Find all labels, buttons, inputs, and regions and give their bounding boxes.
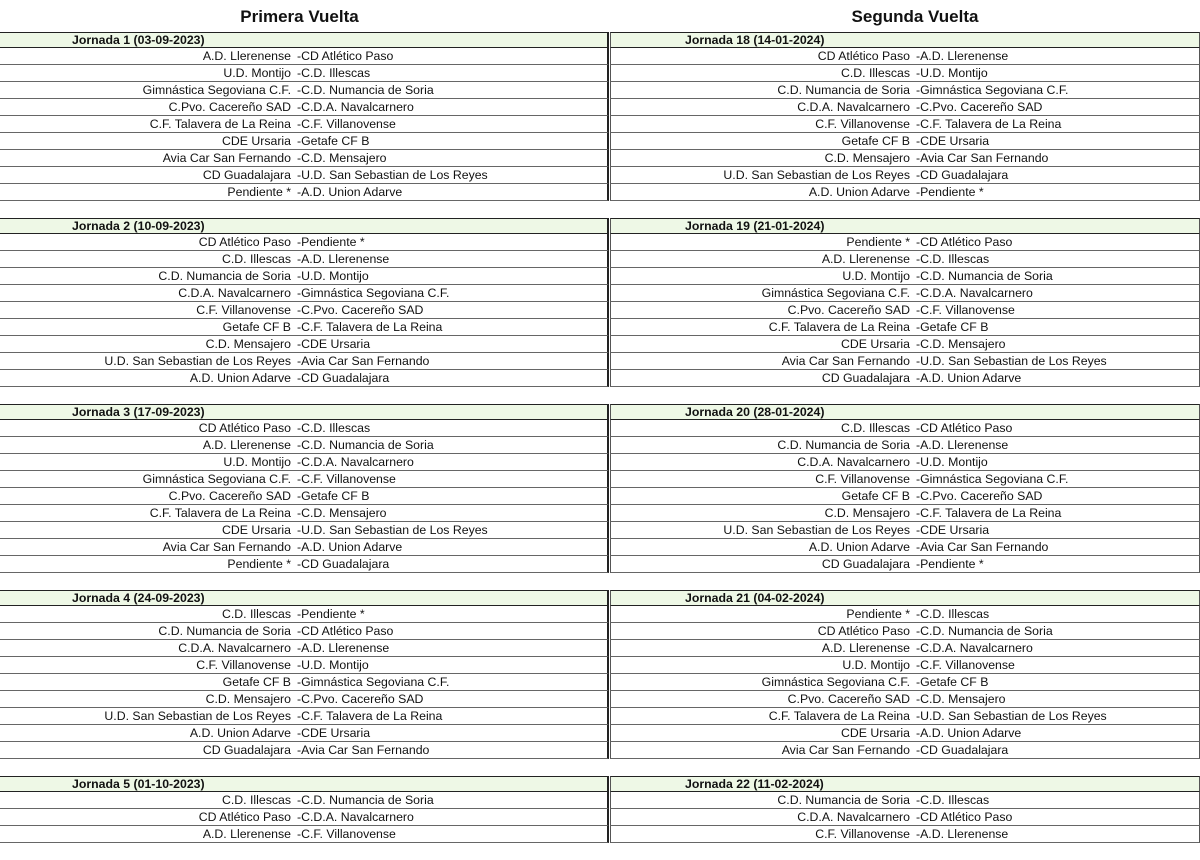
segunda-vuelta-title: Segunda Vuelta — [851, 7, 979, 26]
away-team: -A.D. Union Adarve — [916, 726, 1022, 740]
home-team: C.F. Talavera de La Reina — [149, 117, 291, 131]
away-team: -CDE Ursaria — [916, 523, 990, 537]
away-team: -C.Pvo. Cacereño SAD — [916, 489, 1043, 503]
away-team: -CD Guadalajara — [297, 557, 390, 571]
match-row — [610, 82, 1200, 99]
match-row — [0, 251, 609, 268]
home-team: Gimnástica Segoviana C.F. — [142, 472, 291, 486]
away-team: -CD Atlético Paso — [916, 235, 1013, 249]
home-team: C.D. Numancia de Soria — [777, 438, 910, 452]
match-row — [610, 133, 1200, 150]
match-row — [610, 167, 1200, 184]
away-team: -U.D. Montijo — [916, 66, 988, 80]
home-team: C.D. Mensajero — [824, 151, 910, 165]
match-row — [610, 116, 1200, 133]
home-team: A.D. Llerenense — [821, 641, 910, 655]
home-team: C.F. Villanovense — [196, 303, 291, 317]
away-team: -Pendiente * — [297, 607, 365, 621]
home-team: Gimnástica Segoviana C.F. — [142, 83, 291, 97]
segunda-vuelta-rounds — [610, 32, 1200, 843]
away-team: -CDE Ursaria — [297, 726, 371, 740]
away-team: -C.F. Villanovense — [297, 472, 396, 486]
match-row — [610, 488, 1200, 505]
away-team: -C.D. Mensajero — [297, 151, 387, 165]
home-team: C.F. Villanovense — [196, 658, 291, 672]
away-team: -C.Pvo. Cacereño SAD — [297, 303, 424, 317]
away-team: -A.D. Llerenense — [916, 438, 1009, 452]
match-row — [610, 437, 1200, 454]
home-team: U.D. Montijo — [223, 455, 291, 469]
away-team: -A.D. Union Adarve — [297, 185, 403, 199]
away-team: -CD Atlético Paso — [916, 810, 1013, 824]
match-row — [610, 539, 1200, 556]
match-row — [610, 420, 1200, 437]
home-team: A.D. Union Adarve — [189, 726, 291, 740]
home-team: C.D. Illescas — [221, 607, 291, 621]
match-row — [610, 353, 1200, 370]
home-team: Pendiente * — [227, 557, 291, 571]
home-team: C.D. Illescas — [221, 793, 291, 807]
home-team: CD Atlético Paso — [198, 810, 291, 824]
match-row — [610, 556, 1200, 573]
home-team: CD Atlético Paso — [817, 49, 910, 63]
home-team: Avia Car San Fernando — [781, 743, 910, 757]
match-row — [610, 268, 1200, 285]
round-header: Jornada 1 (03-09-2023) — [0, 32, 609, 48]
round-header: Jornada 5 (01-10-2023) — [0, 776, 609, 792]
match-row — [0, 370, 609, 387]
round-header: Jornada 4 (24-09-2023) — [0, 590, 609, 606]
match-row — [610, 809, 1200, 826]
match-row — [610, 65, 1200, 82]
away-team: -U.D. San Sebastian de Los Reyes — [297, 523, 488, 537]
away-team: -C.Pvo. Cacereño SAD — [297, 692, 424, 706]
round-block — [0, 776, 609, 843]
away-team: -C.F. Villanovense — [916, 303, 1015, 317]
match-row — [610, 471, 1200, 488]
away-team: -C.F. Villanovense — [297, 827, 396, 841]
away-team: -C.F. Talavera de La Reina — [916, 506, 1062, 520]
home-team: Avia Car San Fernando — [162, 540, 291, 554]
home-team: C.D. Mensajero — [205, 692, 291, 706]
match-row — [0, 623, 609, 640]
away-team: -C.D. Illescas — [916, 607, 990, 621]
match-row — [0, 826, 609, 843]
away-team: -C.D. Illescas — [916, 793, 990, 807]
home-team: A.D. Union Adarve — [808, 540, 910, 554]
away-team: -C.D. Illescas — [916, 252, 990, 266]
home-team: U.D. Montijo — [842, 658, 910, 672]
away-team: -U.D. Montijo — [916, 455, 988, 469]
match-row — [0, 437, 609, 454]
home-team: Pendiente * — [227, 185, 291, 199]
match-row — [0, 353, 609, 370]
home-team: CD Atlético Paso — [198, 235, 291, 249]
home-team: U.D. Montijo — [842, 269, 910, 283]
match-row — [610, 150, 1200, 167]
home-team: A.D. Union Adarve — [808, 185, 910, 199]
match-row — [0, 809, 609, 826]
round-block — [0, 32, 609, 201]
match-row — [610, 302, 1200, 319]
match-row — [610, 522, 1200, 539]
round-header: Jornada 2 (10-09-2023) — [0, 218, 609, 234]
home-team: U.D. San Sebastian de Los Reyes — [104, 709, 291, 723]
match-row — [0, 420, 609, 437]
away-team: -Getafe CF B — [297, 489, 370, 503]
away-team: -U.D. Montijo — [297, 269, 369, 283]
home-team: C.F. Villanovense — [815, 472, 910, 486]
away-team: -C.D. Numancia de Soria — [297, 83, 434, 97]
round-block — [610, 218, 1200, 387]
match-row — [610, 48, 1200, 65]
round-block — [0, 404, 609, 573]
match-row — [0, 319, 609, 336]
home-team: CD Guadalajara — [202, 168, 291, 182]
home-team: Gimnástica Segoviana C.F. — [761, 286, 910, 300]
home-team: C.D. Illescas — [840, 66, 910, 80]
away-team: -Avia Car San Fernando — [916, 151, 1049, 165]
away-team: -A.D. Llerenense — [297, 252, 390, 266]
away-team: -C.D. Mensajero — [297, 506, 387, 520]
match-row — [610, 336, 1200, 353]
away-team: -C.D. Numancia de Soria — [297, 438, 434, 452]
match-row — [610, 319, 1200, 336]
home-team: CD Atlético Paso — [817, 624, 910, 638]
away-team: -CD Atlético Paso — [297, 49, 394, 63]
match-row — [0, 167, 609, 184]
away-team: -Gimnástica Segoviana C.F. — [297, 675, 450, 689]
match-row — [0, 302, 609, 319]
away-team: -U.D. San Sebastian de Los Reyes — [297, 168, 488, 182]
away-team: -Pendiente * — [297, 235, 365, 249]
match-row — [0, 640, 609, 657]
away-team: -C.Pvo. Cacereño SAD — [916, 100, 1043, 114]
match-row — [610, 99, 1200, 116]
home-team: A.D. Llerenense — [821, 252, 910, 266]
home-team: A.D. Llerenense — [202, 827, 291, 841]
match-row — [0, 150, 609, 167]
match-row — [0, 99, 609, 116]
home-team: Pendiente * — [846, 607, 910, 621]
away-team: -C.F. Talavera de La Reina — [297, 709, 443, 723]
away-team: -C.D. Illescas — [297, 66, 371, 80]
home-team: Pendiente * — [846, 235, 910, 249]
home-team: Getafe CF B — [222, 675, 291, 689]
home-team: C.F. Talavera de La Reina — [149, 506, 291, 520]
round-header: Jornada 22 (11-02-2024) — [610, 776, 1200, 792]
away-team: -CD Atlético Paso — [916, 421, 1013, 435]
match-row — [0, 539, 609, 556]
away-team: -C.D.A. Navalcarnero — [297, 810, 414, 824]
home-team: Getafe CF B — [222, 320, 291, 334]
round-header: Jornada 3 (17-09-2023) — [0, 404, 609, 420]
home-team: C.D.A. Navalcarnero — [178, 286, 291, 300]
match-row — [610, 505, 1200, 522]
away-team: -A.D. Union Adarve — [916, 371, 1022, 385]
home-team: Avia Car San Fernando — [162, 151, 291, 165]
away-team: -C.F. Villanovense — [297, 117, 396, 131]
away-team: -CD Guadalajara — [916, 168, 1009, 182]
match-row — [0, 454, 609, 471]
match-row — [610, 606, 1200, 623]
home-team: C.Pvo. Cacereño SAD — [787, 692, 910, 706]
away-team: -C.D. Mensajero — [916, 337, 1006, 351]
round-header: Jornada 21 (04-02-2024) — [610, 590, 1200, 606]
away-team: -C.F. Talavera de La Reina — [297, 320, 443, 334]
match-row — [610, 251, 1200, 268]
match-row — [0, 792, 609, 809]
away-team: -C.F. Villanovense — [916, 658, 1015, 672]
away-team: -Avia Car San Fernando — [916, 540, 1049, 554]
match-row — [0, 674, 609, 691]
home-team: CDE Ursaria — [221, 134, 291, 148]
home-team: C.D. Illescas — [840, 421, 910, 435]
round-block — [610, 776, 1200, 843]
away-team: -A.D. Llerenense — [297, 641, 390, 655]
match-row — [610, 792, 1200, 809]
home-team: C.F. Villanovense — [815, 117, 910, 131]
match-row — [0, 234, 609, 251]
match-row — [0, 606, 609, 623]
away-team: -C.D.A. Navalcarnero — [916, 286, 1033, 300]
away-team: -Pendiente * — [916, 557, 984, 571]
home-team: Gimnástica Segoviana C.F. — [761, 675, 910, 689]
away-team: -A.D. Llerenense — [916, 49, 1009, 63]
match-row — [0, 742, 609, 759]
home-team: C.D. Numancia de Soria — [158, 269, 291, 283]
home-team: C.Pvo. Cacereño SAD — [168, 489, 291, 503]
home-team: C.D. Numancia de Soria — [777, 83, 910, 97]
away-team: -Getafe CF B — [916, 320, 989, 334]
match-row — [0, 522, 609, 539]
away-team: -C.D. Numancia de Soria — [297, 793, 434, 807]
away-team: -C.F. Talavera de La Reina — [916, 117, 1062, 131]
away-team: -C.D.A. Navalcarnero — [297, 100, 414, 114]
match-row — [610, 708, 1200, 725]
away-team: -Avia Car San Fernando — [297, 354, 430, 368]
match-row — [0, 488, 609, 505]
away-team: -Gimnástica Segoviana C.F. — [916, 83, 1069, 97]
match-row — [610, 623, 1200, 640]
round-header: Jornada 18 (14-01-2024) — [610, 32, 1200, 48]
primera-vuelta-rounds — [0, 32, 609, 843]
home-team: Getafe CF B — [841, 134, 910, 148]
home-team: C.Pvo. Cacereño SAD — [787, 303, 910, 317]
away-team: -CDE Ursaria — [297, 337, 371, 351]
away-team: -Gimnástica Segoviana C.F. — [916, 472, 1069, 486]
match-row — [0, 268, 609, 285]
match-row — [610, 370, 1200, 387]
match-row — [0, 285, 609, 302]
home-team: Getafe CF B — [841, 489, 910, 503]
match-row — [0, 116, 609, 133]
away-team: -CD Guadalajara — [297, 371, 390, 385]
home-team: C.D. Mensajero — [824, 506, 910, 520]
home-team: U.D. San Sebastian de Los Reyes — [723, 523, 910, 537]
away-team: -C.D.A. Navalcarnero — [916, 641, 1033, 655]
match-row — [610, 657, 1200, 674]
home-team: C.Pvo. Cacereño SAD — [168, 100, 291, 114]
home-team: C.D. Numancia de Soria — [777, 793, 910, 807]
away-team: -C.D. Illescas — [297, 421, 371, 435]
match-row — [0, 471, 609, 488]
away-team: -Avia Car San Fernando — [297, 743, 430, 757]
home-team: A.D. Union Adarve — [189, 371, 291, 385]
segunda-vuelta-column — [610, 0, 1200, 860]
round-header: Jornada 19 (21-01-2024) — [610, 218, 1200, 234]
away-team: -A.D. Union Adarve — [297, 540, 403, 554]
home-team: U.D. Montijo — [223, 66, 291, 80]
home-team: C.D.A. Navalcarnero — [797, 100, 910, 114]
match-row — [610, 285, 1200, 302]
home-team: CDE Ursaria — [840, 726, 910, 740]
match-row — [0, 82, 609, 99]
round-header: Jornada 20 (28-01-2024) — [610, 404, 1200, 420]
home-team: C.F. Talavera de La Reina — [768, 320, 910, 334]
home-team: CDE Ursaria — [840, 337, 910, 351]
away-team: -C.D. Numancia de Soria — [916, 269, 1053, 283]
away-team: -Getafe CF B — [297, 134, 370, 148]
match-row — [0, 505, 609, 522]
match-row — [0, 133, 609, 150]
home-team: Avia Car San Fernando — [781, 354, 910, 368]
match-row — [610, 826, 1200, 843]
home-team: C.D. Illescas — [221, 252, 291, 266]
away-team: -Getafe CF B — [916, 675, 989, 689]
away-team: -A.D. Llerenense — [916, 827, 1009, 841]
away-team: -Gimnástica Segoviana C.F. — [297, 286, 450, 300]
match-row — [0, 65, 609, 82]
home-team: U.D. San Sebastian de Los Reyes — [104, 354, 291, 368]
home-team: C.F. Villanovense — [815, 827, 910, 841]
match-row — [0, 691, 609, 708]
away-team: -Pendiente * — [916, 185, 984, 199]
away-team: -U.D. San Sebastian de Los Reyes — [916, 709, 1107, 723]
away-team: -CD Guadalajara — [916, 743, 1009, 757]
home-team: CD Guadalajara — [202, 743, 291, 757]
match-row — [610, 184, 1200, 201]
match-row — [610, 454, 1200, 471]
home-team: C.D.A. Navalcarnero — [797, 455, 910, 469]
home-team: C.F. Talavera de La Reina — [768, 709, 910, 723]
away-team: -U.D. San Sebastian de Los Reyes — [916, 354, 1107, 368]
home-team: CD Guadalajara — [821, 371, 910, 385]
away-team: -C.D.A. Navalcarnero — [297, 455, 414, 469]
home-team: C.D.A. Navalcarnero — [178, 641, 291, 655]
away-team: -U.D. Montijo — [297, 658, 369, 672]
home-team: C.D. Mensajero — [205, 337, 291, 351]
round-block — [610, 590, 1200, 759]
home-team: U.D. San Sebastian de Los Reyes — [723, 168, 910, 182]
match-row — [610, 691, 1200, 708]
match-row — [610, 234, 1200, 251]
away-team: -CDE Ursaria — [916, 134, 990, 148]
match-row — [0, 48, 609, 65]
match-row — [610, 674, 1200, 691]
home-team: A.D. Llerenense — [202, 49, 291, 63]
match-row — [0, 708, 609, 725]
home-team: A.D. Llerenense — [202, 438, 291, 452]
match-row — [0, 336, 609, 353]
match-row — [0, 725, 609, 742]
match-row — [0, 556, 609, 573]
home-team: CDE Ursaria — [221, 523, 291, 537]
home-team: C.D. Numancia de Soria — [158, 624, 291, 638]
match-row — [610, 742, 1200, 759]
away-team: -C.D. Mensajero — [916, 692, 1006, 706]
away-team: -C.D. Numancia de Soria — [916, 624, 1053, 638]
home-team: CD Atlético Paso — [198, 421, 291, 435]
primera-vuelta-title: Primera Vuelta — [240, 7, 359, 26]
match-row — [0, 184, 609, 201]
match-row — [610, 640, 1200, 657]
away-team: -CD Atlético Paso — [297, 624, 394, 638]
round-block — [0, 218, 609, 387]
home-team: CD Guadalajara — [821, 557, 910, 571]
match-row — [610, 725, 1200, 742]
round-block — [610, 32, 1200, 201]
home-team: C.D.A. Navalcarnero — [797, 810, 910, 824]
round-block — [0, 590, 609, 759]
round-block — [610, 404, 1200, 573]
match-row — [0, 657, 609, 674]
